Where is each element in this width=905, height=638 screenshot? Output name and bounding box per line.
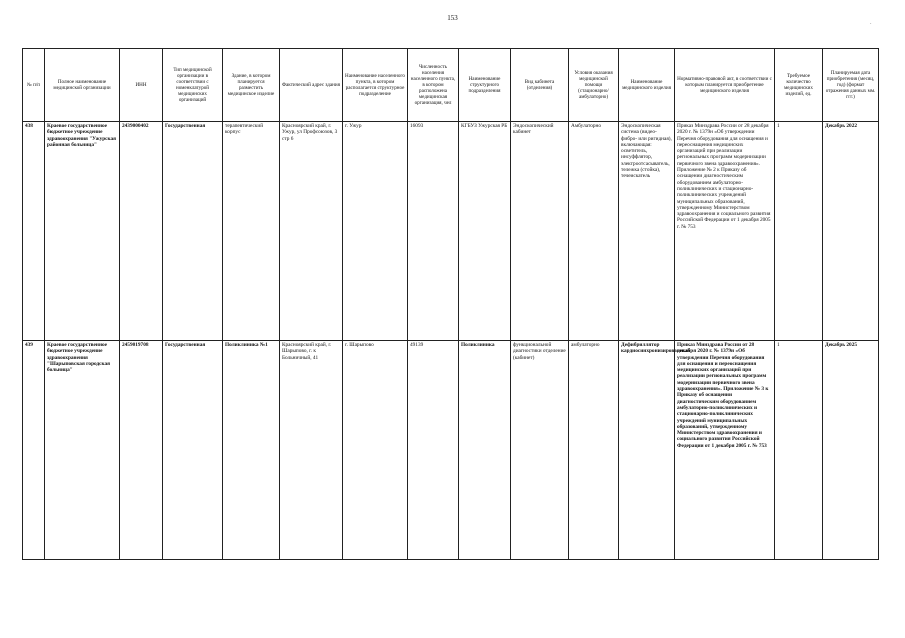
org-type: Государственная (163, 122, 223, 341)
care-conditions: Амбулаторно (569, 122, 619, 341)
quantity: 1 (775, 341, 823, 560)
column-header: Требуемое количество медицинских изделий, ед. (775, 49, 823, 122)
unit: КГБУЗ Ужурская РБ (459, 122, 511, 341)
page-number: 153 (447, 14, 458, 22)
unit: Поликлиника (459, 341, 511, 560)
org-type: Государственная (163, 341, 223, 560)
row-number: 438 (23, 122, 45, 341)
care-conditions: амбулаторно (569, 341, 619, 560)
purchase-date: Декабрь 2025 (823, 341, 879, 560)
header-row (23, 49, 879, 122)
purchase-date: Декабрь 2022 (823, 122, 879, 341)
table-row (23, 341, 879, 560)
settlement: г. Ужур (343, 122, 408, 341)
column-header: Фактический адрес здания (280, 49, 343, 122)
cabinet-type: Эндоскопический кабинет (511, 122, 569, 341)
legal-act: Приказ Минздрава России от 28 декабря 2020 г. № 1379н «Об утверждении Перечня оборудования для оснащения и переоснащения медицинских организаций при реализации региональных программ модернизации первичного звена здравоохранения». Приложение № 2 к Приказу об оснащении диагностическим оборудованием амбулаторно-поликлинических и стационарно-поликлинических учреждений муниципальных образований, утвержденному Министерством здравоохранения и социального развития Российской Федерации от 1 декабря 2005 г. № 753 (675, 122, 775, 341)
register-sheet (22, 48, 878, 560)
settlement: г. Шарыпово (343, 341, 408, 560)
cabinet-type: функциональной диагностики отделение (кабинет) (511, 341, 569, 560)
column-header: Наименование структурного подразделения (459, 49, 511, 122)
equipment-register-table (22, 48, 879, 560)
row-number: 439 (23, 341, 45, 560)
address: Красноярский край, г. Ужур, ул Профсоюзов, 3 стр 6 (280, 122, 343, 341)
population: 16093 (408, 122, 459, 341)
scan-speck: · (870, 22, 872, 27)
column-header: Здание, в котором планируется разместить медицинское изделие (223, 49, 280, 122)
address: Красноярский край, г. Шарыпово, г. к Больничный, 41 (280, 341, 343, 560)
population: 49139 (408, 341, 459, 560)
legal-act: Приказ Минздрава России от 28 декабря 2020 г. № 1379н «Об утверждении Перечня оборудования для оснащения и переоснащения медицинских организаций при реализации региональных программ модернизации первичного звена здравоохранения». Приложение № 3 к Приказу об оснащении диагностическим оборудованием амбулаторно-поликлинических и стационарно-поликлинических учреждений муниципальных образований, утвержденному Министерством здравоохранения и социального развития Российской Федерации от 1 декабря 2005 г. № 753 (675, 341, 775, 560)
building: терапевтический корпус (223, 122, 280, 341)
org-inn: 2439000402 (120, 122, 163, 341)
org-name: Краевое государственное бюджетное учреждение здравоохранения "Шарыповская городская больница" (45, 341, 120, 560)
column-header: ИНН (120, 49, 163, 122)
column-header: Тип медицинской организации в соответствии с номенклатурой медицинских организаций (163, 49, 223, 122)
column-header: Планируемая дата приобретения (месяц, год) (формат отражения данных мм. ггг.) (823, 49, 879, 122)
org-inn: 2459019708 (120, 341, 163, 560)
device-name: Дефибриллятор кардиосинхронизированный (619, 341, 675, 560)
column-header: Численность населения населенного пункта, в котором расположена медицинская организация, чел (408, 49, 459, 122)
device-name: Эндоскопическая система (видео-фибро- или ригидная), включающая: осветитель, инсуффлятор, электроотсасыватель, тележка (стойка), течеискатель (619, 122, 675, 341)
quantity: 1 (775, 122, 823, 341)
building: Поликлиника №1 (223, 341, 280, 560)
column-header: Наименование медицинского изделия (619, 49, 675, 122)
column-header: Нормативно-правовой акт, в соответствии с которым планируется приобретение медицинского изделия (675, 49, 775, 122)
column-header: Условия оказания медицинской помощи (стационарно/амбулаторно) (569, 49, 619, 122)
column-header: № п/п (23, 49, 45, 122)
org-name: Краевое государственное бюджетное учреждение здравоохранения "Ужурская районная больница" (45, 122, 120, 341)
column-header: Вид кабинета (отделения) (511, 49, 569, 122)
column-header: Полное наименование медицинской организации (45, 49, 120, 122)
column-header: Наименование населенного пункта, в котором располагается структурное подразделение (343, 49, 408, 122)
table-row (23, 122, 879, 341)
